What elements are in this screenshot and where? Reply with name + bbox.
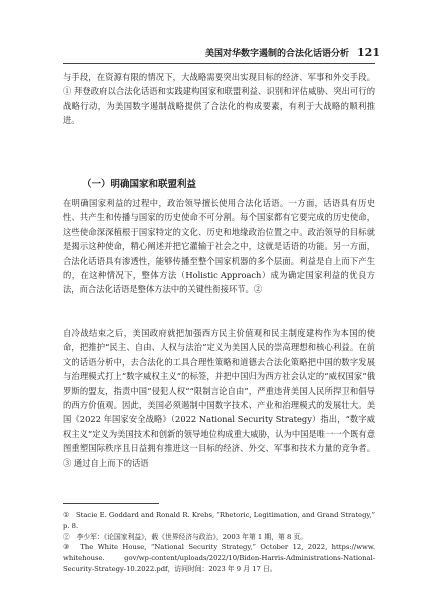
footnotes: [63, 510, 375, 575]
running-header: [0, 46, 380, 60]
footnote-3: ③ The White House, “National Security Strategy,” October 12, 2022, https://www. whitehouse. gov/wp-content/uploads/2022/10/Biden-Harris-Administrations-National-Security-Strategy-10.2022.pdf，访问时间：2023 年 9 月 17 日。: [63, 543, 375, 573]
paragraph-national-interest: 在明确国家利益的过程中，政治领导擅长使用合法化话语。一方面，话语具有历史性、共产生和传播与国家的历史使命不可分割。每个国家都有它要完成的历史使命，这些使命深深植根于国家特定的文化、历史和地缘政治位置之中。政治领导的目标就是揭示这种使命，精心阐述并把它灌输于社会之中，这就是话语的功能。另一方面，合法化话语具有渗透性，能够传播至整个国家机器的多个层面。利益是自上而下产生的，在这种情况下，整体方法（Holistic Approach）成为确定国家利益的优良方法，而合法化话语是整体方法中的关键性衔接环节。②: [63, 198, 375, 295]
paragraph-post-cold-war: 自冷战结束之后，美国政府就把加强西方民主价值观和民主制度建构作为本国的使命，把推护“民主、自由、人权与法治”定义为美国人民的崇高理想和核心利益。在前文的话语分析中，去合法化的工具合理性策略和道德去合法化策略把中国的数字发展与治理模式打上“数字威权主义”的标签，并把中国归为西方社会认定的“威权国家”俄罗斯的盟友，指责中国“侵犯人权”“限制言论自由”，严重违背美国人民所捍卫和倡导的西方价值观。因此，美国必须遏制中国数字技术、产业和治理模式的发展壮大。美国《2022 年国家安全战略》（2022 National Security Strategy）指出，“数字威权主义”定义为美国技术和创新的领导地位构成重大威胁，认为中国是唯一一个既有意图重塑国际秩序且日益拥有推进这一目标的经济、外交、军事和技术力量的竞争者。③ 通过自上而下的话语: [63, 328, 375, 468]
footnote-2: ② 李少军：《论国家利益》，载《世界经济与政治》，2003 年第 1 期，第 8 页。: [63, 532, 308, 541]
paragraph-intro: 与手段，在资源有限的情况下，大战略需要突出实现目标的经济、军事和外交手段。① 拜登政府以合法化话语和实践建构国家和联盟利益、识别和评估威胁、突出可行的战略行动，为美国数字遏制战略提供了合法化的构成要素，有利于大战略的顺利推进。: [63, 72, 375, 126]
footnote-rule: [63, 503, 159, 504]
running-header-title: 美国对华数字遏制的合法化话语分析: [205, 49, 350, 59]
footnote-1: ① Stacie E. Goddard and Ronald R. Krebs, “Rhetoric, Legitimation, and Grand Strategy,” p. 8.: [63, 511, 375, 530]
header-rule: [63, 63, 375, 64]
page-number: 121: [357, 46, 380, 59]
section-heading: （一）明确国家和联盟利益: [82, 179, 197, 190]
